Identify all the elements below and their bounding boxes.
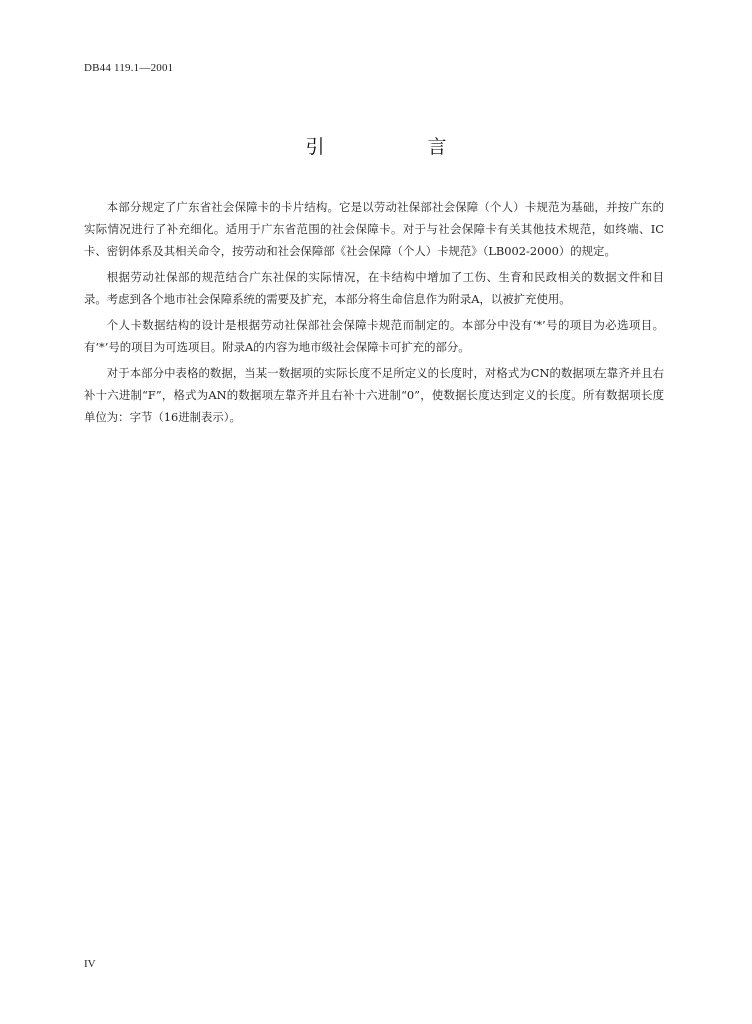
paragraph-extensions: 根据劳动社保部的规范结合广东社保的实际情况，在卡结构中增加了工伤、生育和民政相关的数据文件和目录。考虑到各个地市社会保障系统的需要及扩充，本部分将生命信息作为附录A，以被扩充使用。 (84, 270, 664, 306)
page-number: IV (84, 958, 96, 970)
body-text (84, 196, 664, 432)
paragraph-data-structure: 个人卡数据结构的设计是根据劳动社保部社会保障卡规范而制定的。本部分中没有‘*’号的项目为必选项目。有‘*’号的项目为可选项目。附录A的内容为地市级社会保障卡可扩充的部分。 (84, 318, 664, 354)
paragraph-scope: 本部分规定了广东省社会保障卡的卡片结构。它是以劳动社保部社会保障（个人）卡规范为基础，并按广东的实际情况进行了补充细化。适用于广东省范围的社会保障卡。对于与社会保障卡有关其他技术规范，如终端、IC卡、密钥体系及其相关命令，按劳动和社会保障部《社会保障（个人）卡规范》（LB002-2000）的规定。 (84, 200, 664, 258)
document-code: DB44 119.1—2001 (84, 62, 174, 74)
paragraph-padding-rules: 对于本部分中表格的数据，当某一数据项的实际长度不足所定义的长度时，对格式为CN的数据项左靠齐并且右补十六进制“F”，格式为AN的数据项左靠齐并且右补十六进制“0”，使数据长度达到定义的长度。所有数据项长度单位为：字节（16进制表示）。 (84, 366, 664, 424)
page-title: 引 言 (305, 136, 489, 158)
